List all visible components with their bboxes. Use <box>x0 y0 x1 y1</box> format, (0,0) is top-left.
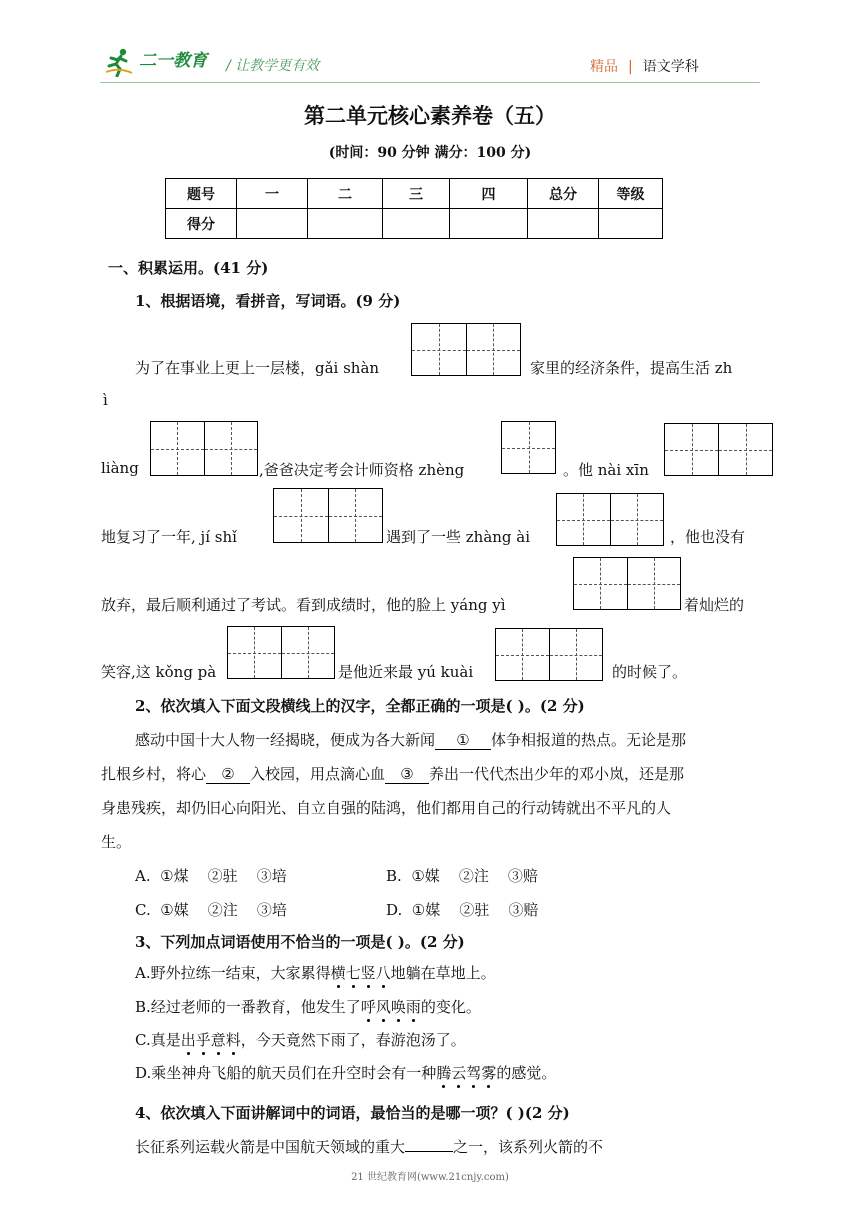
q3-text: D.乘坐神舟飞船的航天员们在升空时会有一种 <box>135 1064 437 1082</box>
q4-passage-line1 <box>135 1136 603 1157</box>
logo-text: 二一教育 <box>139 51 208 71</box>
answer-grid-yukuai[interactable] <box>495 628 603 681</box>
q1-line2-after: 。他 nài xīn <box>563 461 649 479</box>
dotted-word <box>331 964 391 982</box>
dotted-char: 料 <box>225 1031 241 1049</box>
question-4-title: 4、依次填入下面讲解词中的词语，最恰当的是哪一项？( )(2 分) <box>135 1104 570 1122</box>
dotted-char: 七 <box>345 964 361 982</box>
dotted-char: 横 <box>330 964 346 982</box>
q2-text: 养出一代代杰出少年的邓小岚，还是那 <box>429 765 685 783</box>
score-table <box>165 178 663 239</box>
score-cell[interactable] <box>599 209 663 239</box>
fill-blank-2[interactable]: ② <box>206 765 250 784</box>
q1-line5-pre: 笑容,这 kǒng pà <box>101 663 217 681</box>
page-title: 第二单元核心素养卷（五） <box>304 103 556 128</box>
option-a[interactable]: A. ①煤 ②驻 ③培 <box>135 867 287 885</box>
header-right <box>590 56 699 76</box>
score-table-header: 二 <box>308 179 383 209</box>
dotted-word <box>361 998 421 1016</box>
score-cell[interactable] <box>450 209 528 239</box>
dotted-word <box>436 1064 496 1082</box>
q2-passage-line1 <box>135 729 686 750</box>
score-row-label: 得分 <box>166 209 237 239</box>
q3-text: C.真是 <box>135 1031 181 1049</box>
score-cell[interactable] <box>383 209 450 239</box>
q2-passage-line2 <box>101 763 684 784</box>
score-table-header: 三 <box>383 179 450 209</box>
header-rule <box>100 82 760 83</box>
q1-line1-text: 为了在事业上更上一层楼，gǎi shàn <box>135 359 380 377</box>
dotted-char: 八 <box>375 964 391 982</box>
q3-text: ，今天竟然下雨了，春游泡汤了。 <box>240 1031 466 1049</box>
subject-label: 语文学科 <box>642 59 699 75</box>
answer-grid-zhiliang[interactable] <box>150 421 258 476</box>
q3-text: B.经过老师的一番教育，他发生了 <box>135 998 361 1016</box>
dotted-char: 意 <box>210 1031 226 1049</box>
dotted-char: 出 <box>180 1031 196 1049</box>
question-2-title: 2、依次填入下面文段横线上的汉字，全都正确的一项是( )。(2 分) <box>135 697 585 715</box>
q1-line4-after: 着灿烂的 <box>684 596 745 614</box>
q3-text: 的变化。 <box>420 998 481 1016</box>
dotted-char: 唤 <box>390 998 406 1016</box>
slogan: / 让教学更有效 <box>226 58 320 74</box>
dotted-char: 驾 <box>466 1064 482 1082</box>
q1-line3-after: ，他也没有 <box>670 528 746 546</box>
q3-option-c[interactable] <box>135 1029 466 1050</box>
answer-grid-yangyi[interactable] <box>573 557 681 610</box>
q1-line2-mid: ,爸爸决定考会计师资格 zhèng <box>259 461 465 479</box>
q3-option-a[interactable] <box>135 962 496 983</box>
score-table-score-row <box>166 209 663 239</box>
q1-line3-pre: 地复习了一年, jí shǐ <box>101 528 237 546</box>
q2-text: 扎根乡村，将心 <box>101 765 207 783</box>
score-table-header: 等级 <box>599 179 663 209</box>
q1-line1-after: 家里的经济条件，提高生活 zh <box>530 359 733 377</box>
score-cell[interactable] <box>237 209 308 239</box>
dotted-char: 云 <box>451 1064 467 1082</box>
answer-grid-kongpa[interactable] <box>227 626 335 679</box>
answer-grid-naixin[interactable] <box>664 423 773 476</box>
logo <box>104 46 207 77</box>
q2-passage-line4: 生。 <box>101 833 132 851</box>
question-3-title: 3、下列加点词语使用不恰当的一项是( )。(2 分) <box>135 933 465 951</box>
dotted-char: 乎 <box>195 1031 211 1049</box>
q3-text: 的感觉。 <box>496 1064 557 1082</box>
premium-label: 精品 <box>590 59 618 75</box>
runner-logo-icon <box>104 47 134 77</box>
score-table-header: 四 <box>450 179 528 209</box>
dotted-char: 竖 <box>360 964 376 982</box>
q3-option-d[interactable] <box>135 1062 556 1083</box>
dotted-char: 腾 <box>436 1064 452 1082</box>
q2-text: 感动中国十大人物一经揭晓，便成为各大新闻 <box>135 731 436 749</box>
fill-blank-3[interactable]: ③ <box>385 765 429 784</box>
question-1-title: 1、根据语境，看拼音，写词语。(9 分) <box>135 292 401 310</box>
answer-grid-jishi[interactable] <box>273 488 383 543</box>
q2-text: 入校园，用点滴心血 <box>250 765 386 783</box>
footer: 21 世纪教育网(www.21cnjy.com) <box>351 1172 509 1183</box>
score-table-header-row <box>166 179 663 209</box>
answer-grid-zheng[interactable] <box>501 421 556 474</box>
score-cell[interactable] <box>528 209 599 239</box>
answer-grid-gaishan[interactable] <box>411 323 521 376</box>
option-c[interactable]: C. ①媒 ②注 ③培 <box>135 901 287 919</box>
q1-line1-wrap: ì <box>103 391 108 409</box>
dotted-word <box>181 1031 241 1049</box>
q1-line5-mid: 是他近来最 yú kuài <box>338 663 474 681</box>
fill-blank-q4[interactable] <box>405 1136 453 1152</box>
dotted-char: 呼 <box>360 998 376 1016</box>
q3-text: 地躺在草地上。 <box>390 964 496 982</box>
score-table-header: 一 <box>237 179 308 209</box>
q1-line5-after: 的时候了。 <box>612 663 688 681</box>
q1-line2-pre: liàng <box>101 459 139 477</box>
q2-passage-line3: 身患残疾，却仍旧心向阳光、自立自强的陆鸿，他们都用自己的行动铸就出不平凡的人 <box>101 799 672 817</box>
section-heading: 一、积累运用。(41 分) <box>108 259 269 277</box>
q1-line4-pre: 放弃，最后顺利通过了考试。看到成绩时，他的脸上 yáng yì <box>101 596 506 614</box>
dotted-char: 雨 <box>405 998 421 1016</box>
q3-text: A.野外拉练一结束，大家累得 <box>135 964 331 982</box>
score-table-header: 题号 <box>166 179 237 209</box>
q4-text: 长征系列运载火箭是中国航天领域的重大 <box>135 1138 406 1156</box>
option-d[interactable]: D. ①媒 ②驻 ③赔 <box>386 901 539 919</box>
answer-grid-zhangai[interactable] <box>556 493 664 546</box>
fill-blank-1[interactable]: ① <box>435 731 491 750</box>
q3-option-b[interactable] <box>135 996 481 1017</box>
dotted-char: 风 <box>375 998 391 1016</box>
q1-line3-mid: 遇到了一些 zhàng ài <box>386 528 531 546</box>
q4-text: 之一，该系列火箭的不 <box>453 1138 604 1156</box>
option-b[interactable]: B. ①媒 ②注 ③赔 <box>386 867 538 885</box>
score-table-header: 总分 <box>528 179 599 209</box>
dotted-char: 雾 <box>481 1064 497 1082</box>
score-cell[interactable] <box>308 209 383 239</box>
q2-text: 体争相报道的热点。无论是那 <box>491 731 687 749</box>
header-divider: | <box>628 59 633 75</box>
page-subtitle: (时间：90 分钟 满分：100 分) <box>328 145 532 161</box>
